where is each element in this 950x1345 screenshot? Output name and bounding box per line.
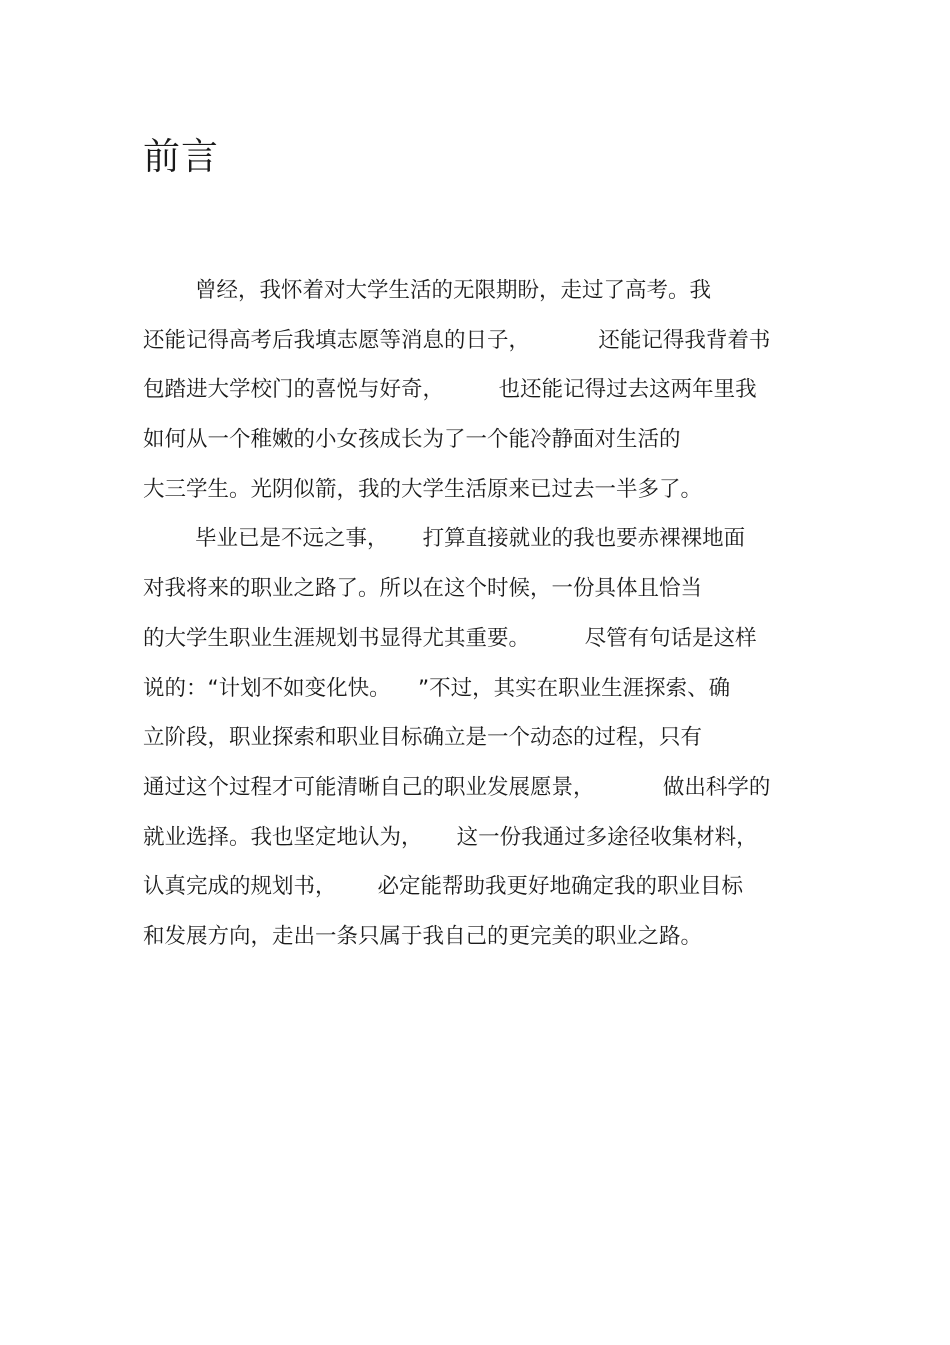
paragraph-line: 曾经，我怀着对大学生活的无限期盼，走过了高考。我 [195,278,712,303]
paragraph-line: 包踏进大学校门的喜悦与好奇， 也还能记得过去这两年里我 [143,377,757,403]
paragraph-line: 认真完成的规划书， 必定能帮助我更好地确定我的职业目标 [143,874,744,900]
paragraph-line: 大三学生。光阴似箭，我的大学生活原来已过去一半多了。 [143,476,703,502]
paragraph-line: 和发展方向，走出一条只属于我自己的更完美的职业之路。 [143,923,703,949]
paragraph-line: 说的：“计划不如变化快。 ”不过，其实在职业生涯探索、确 [143,675,731,701]
paragraph-line: 对我将来的职业之路了。所以在这个时候，一份具体且恰当 [143,576,703,602]
preface-body [143,266,823,962]
paragraph-line: 立阶段，职业探索和职业目标确立是一个动态的过程，只有 [143,725,703,751]
paragraph-line: 如何从一个稚嫩的小女孩成长为了一个能冷静面对生活的 [143,427,681,453]
paragraph-line: 还能记得高考后我填志愿等消息的日子， 还能记得我背着书 [143,327,771,353]
page-title: 前言 [143,135,219,178]
paragraph-line: 的大学生职业生涯规划书显得尤其重要。 尽管有句话是这样 [143,625,757,651]
paragraph-line: 就业选择。我也坚定地认为， 这一份我通过多途径收集材料， [143,824,758,850]
paragraph-line: 通过这个过程才可能清晰自己的职业发展愿景， 做出科学的 [143,774,771,800]
paragraph-line: 毕业已是不远之事， 打算直接就业的我也要赤裸裸地面 [195,526,746,552]
